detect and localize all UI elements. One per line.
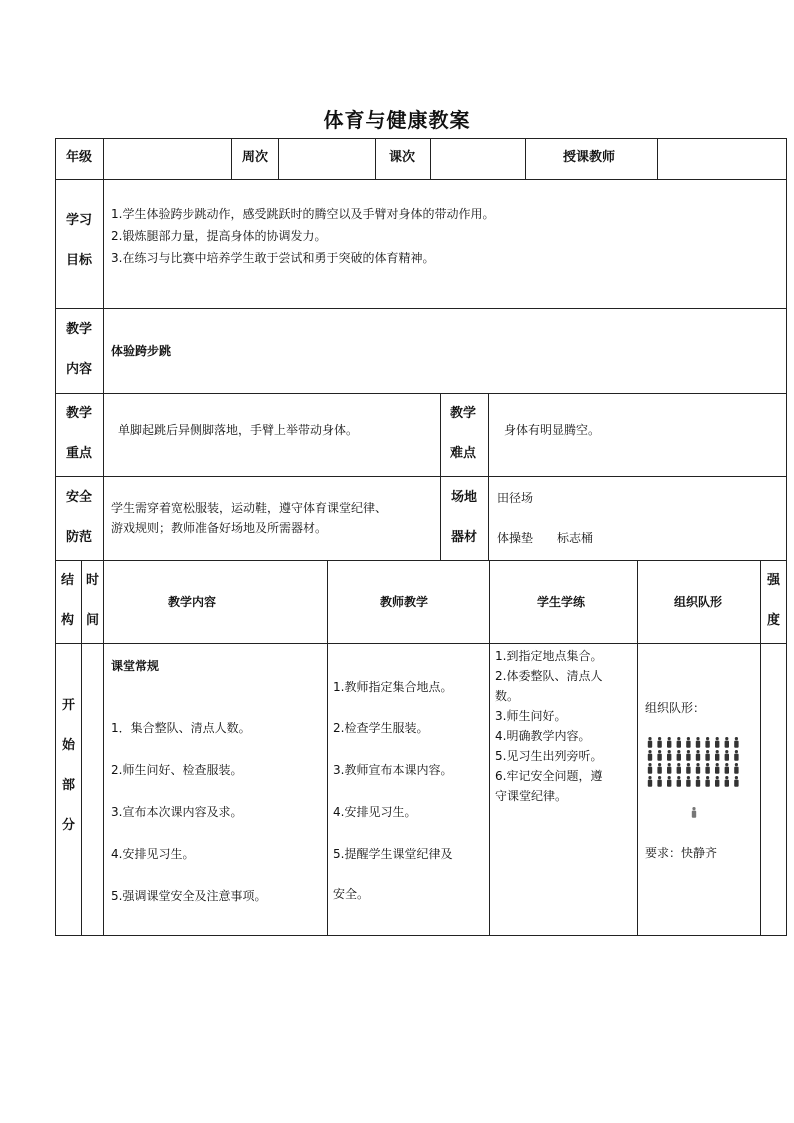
person-icon [734, 776, 738, 787]
person-icon [686, 750, 690, 761]
teacher-item: 安全。 [333, 887, 370, 901]
person-icon [696, 776, 700, 787]
organization-requirement: 要求：快静齐 [645, 846, 718, 860]
person-icon [686, 776, 690, 787]
person-icon [725, 763, 729, 774]
student-line: 6.牢记安全问题，遵 [495, 769, 603, 783]
person-icon [734, 763, 738, 774]
difficulty-value: 身体有明显腾空。 [504, 423, 601, 437]
teacher-item: 3.教师宣布本课内容。 [333, 763, 453, 777]
organization-label: 组织队形： [645, 701, 706, 715]
teacher-item: 4.安排见习生。 [333, 805, 417, 819]
equipment-value: 体操垫 标志桶 [497, 531, 594, 545]
safety-line: 学生需穿着宽松服装，运动鞋，遵守体育课堂纪律、 [111, 501, 388, 515]
person-icon [705, 776, 709, 787]
person-icon [696, 763, 700, 774]
student-line: 守课堂纪律。 [495, 789, 568, 803]
teacher-label: 授课教师 [563, 150, 616, 165]
teacher-item: 5.提醒学生课堂纪律及 [333, 847, 453, 861]
person-icon [686, 763, 690, 774]
student-line: 5.见习生出列旁听。 [495, 749, 603, 763]
teacher-person-icon [692, 807, 696, 818]
person-icon [667, 750, 671, 761]
person-icon [715, 776, 719, 787]
content-item: 4.安排见习生。 [111, 847, 195, 861]
person-icon [677, 750, 681, 761]
person-icon [705, 737, 709, 748]
person-icon [677, 737, 681, 748]
content-item: 5.强调课堂安全及注意事项。 [111, 889, 267, 903]
person-icon [686, 737, 690, 748]
intensity-header: 强 度 [767, 573, 781, 628]
person-icon [725, 737, 729, 748]
key-points-value: 单脚起跳后异侧脚落地，手臂上举带动身体。 [118, 423, 359, 437]
person-icon [705, 763, 709, 774]
person-icon [657, 776, 661, 787]
venue-value: 田径场 [497, 491, 534, 505]
person-icon [725, 776, 729, 787]
formation-diagram [647, 737, 747, 819]
safety-label: 安全 防范 [66, 490, 93, 545]
page-title: 体育与健康教案 [323, 108, 471, 132]
objectives-label: 学习 目标 [66, 213, 93, 268]
person-icon [657, 763, 661, 774]
student-line: 数。 [495, 689, 520, 703]
person-icon [677, 776, 681, 787]
person-icon [648, 750, 652, 761]
content-label: 教学 内容 [66, 322, 93, 377]
safety-line: 游戏规则；教师准备好场地及所需器材。 [111, 521, 328, 535]
person-icon [715, 763, 719, 774]
venue-label: 场地 [451, 490, 478, 505]
objective-item: 3.在练习与比赛中培养学生敢于尝试和勇于突破的体育精神。 [111, 251, 435, 265]
week-label: 周次 [242, 150, 269, 165]
organization-header: 组织队形 [674, 595, 723, 609]
opening-section-label: 开 始 部 分 [62, 698, 76, 833]
content-item: 1．集合整队、清点人数。 [111, 721, 251, 735]
teacher-teaching-header: 教师教学 [380, 595, 429, 609]
person-icon [715, 750, 719, 761]
time-header: 时 间 [86, 573, 100, 628]
teacher-item: 1.教师指定集合地点。 [333, 680, 453, 694]
person-icon [648, 776, 652, 787]
person-icon [667, 763, 671, 774]
person-icon [734, 750, 738, 761]
student-line: 4.明确教学内容。 [495, 729, 591, 743]
student-line: 3.师生问好。 [495, 709, 567, 723]
content-value: 体验跨步跳 [111, 344, 172, 358]
person-icon [667, 776, 671, 787]
objective-item: 2.锻炼腿部力量，提高身体的协调发力。 [111, 229, 327, 243]
person-icon [667, 737, 671, 748]
grade-label: 年级 [66, 150, 93, 165]
structure-header: 结 构 [61, 573, 75, 628]
content-item: 2.师生问好、检查服装。 [111, 763, 243, 777]
teacher-item: 2.检查学生服装。 [333, 721, 429, 735]
student-line: 1.到指定地点集合。 [495, 649, 603, 663]
objective-item: 1.学生体验跨步跳动作，感受跳跃时的腾空以及手臂对身体的带动作用。 [111, 207, 495, 221]
lesson-label: 课次 [389, 150, 416, 165]
key-points-label: 教学 重点 [66, 406, 93, 461]
content-item: 3.宣布本次课内容及求。 [111, 805, 243, 819]
equipment-label: 器材 [451, 530, 478, 545]
person-icon [734, 737, 738, 748]
person-icon [648, 763, 652, 774]
person-icon [705, 750, 709, 761]
person-icon [696, 737, 700, 748]
teaching-content-header: 教学内容 [168, 595, 217, 609]
student-line: 2.体委整队、清点人 [495, 669, 603, 683]
student-practice-header: 学生学练 [537, 595, 586, 609]
person-icon [648, 737, 652, 748]
person-icon [696, 750, 700, 761]
difficulty-label: 教学 难点 [450, 406, 477, 461]
content-title: 课堂常规 [111, 659, 160, 673]
person-icon [725, 750, 729, 761]
person-icon [677, 763, 681, 774]
person-icon [715, 737, 719, 748]
person-icon [657, 737, 661, 748]
person-icon [657, 750, 661, 761]
